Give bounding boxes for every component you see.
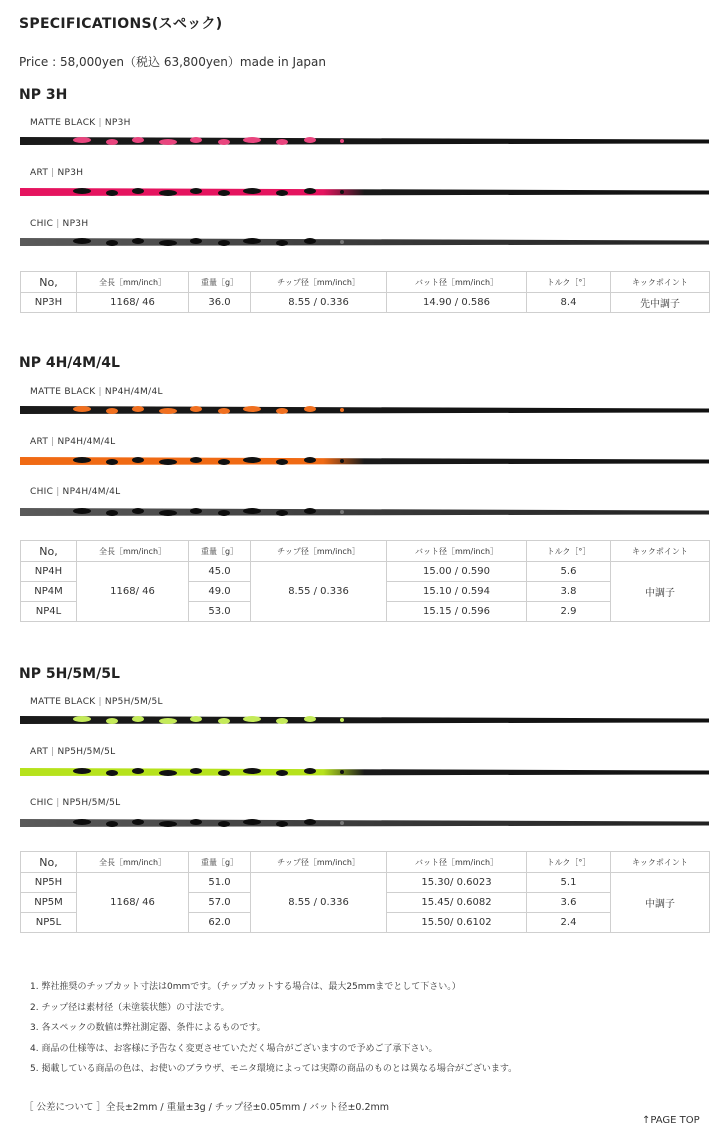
cell-weight: 51.0 (189, 873, 251, 893)
cell-length: 1168/ 46 (77, 293, 189, 313)
col-header-butt: バット径［mm/inch］ (387, 541, 527, 562)
shaft-pattern-mark (190, 768, 202, 774)
shaft-pattern-mark (73, 406, 91, 412)
shaft-body (20, 508, 709, 516)
cell-tip: 8.55 / 0.336 (251, 293, 387, 313)
price-text: Price : 58,000yen（税込 63,800yen）made in Japan (19, 55, 326, 69)
cell-no: NP5H (21, 873, 77, 893)
shaft-logo-mark (340, 240, 344, 244)
cell-butt: 15.50/ 0.6102 (387, 913, 527, 933)
shaft-image-art (20, 185, 709, 199)
col-header-butt: バット径［mm/inch］ (387, 852, 527, 873)
shaft-pattern-mark (132, 188, 144, 194)
cell-kick: 先中調子 (611, 293, 710, 313)
shaft-pattern-mark (132, 508, 144, 514)
note-item: 4. 商品の仕様等は、お客様に予告なく変更させていただく場合がございますので予めご了承下さい。 (30, 1043, 438, 1054)
cell-weight: 53.0 (189, 602, 251, 622)
cell-butt: 15.10 / 0.594 (387, 582, 527, 602)
shaft-pattern-mark (190, 457, 202, 463)
shaft-pattern-mark (73, 508, 91, 514)
note-item: 2. チップ径は素材径（未塗装状態）の寸法です。 (30, 1002, 230, 1013)
shaft-pattern-mark (159, 190, 177, 196)
shaft-logo-mark (340, 408, 344, 412)
shaft-pattern-mark (106, 139, 118, 145)
shaft-label: ART | NP5H/5M/5L (30, 747, 116, 757)
cell-weight: 62.0 (189, 913, 251, 933)
shaft-label: CHIC | NP5H/5M/5L (30, 798, 121, 808)
cell-weight: 49.0 (189, 582, 251, 602)
note-item: 3. 各スペックの数値は弊社測定器、条件によるものです。 (30, 1023, 266, 1033)
col-header-no: No, (21, 852, 77, 873)
shaft-pattern-mark (73, 188, 91, 194)
table-row (21, 873, 710, 893)
shaft-pattern-mark (132, 819, 144, 825)
shaft-pattern-mark (276, 139, 288, 145)
shaft-pattern-mark (276, 459, 288, 465)
col-header-tip: チップ径［mm/inch］ (251, 852, 387, 873)
shaft-pattern-mark (106, 510, 118, 516)
shaft-pattern-mark (106, 408, 118, 414)
cell-torque: 3.8 (527, 582, 611, 602)
shaft-pattern-mark (190, 406, 202, 412)
col-header-tip: チップ径［mm/inch］ (251, 541, 387, 562)
shaft-pattern-mark (276, 821, 288, 827)
shaft-pattern-mark (243, 819, 261, 825)
shaft-pattern-mark (243, 406, 261, 412)
shaft-pattern-mark (276, 240, 288, 246)
shaft-logo-mark (340, 459, 344, 463)
shaft-pattern-mark (73, 819, 91, 825)
table-row (21, 293, 710, 313)
shaft-label: ART | NP3H (30, 168, 84, 178)
shaft-pattern-mark (304, 188, 316, 194)
shaft-pattern-mark (243, 137, 261, 143)
shaft-pattern-mark (243, 768, 261, 774)
shaft-pattern-mark (132, 238, 144, 244)
shaft-pattern-mark (276, 718, 288, 724)
shaft-pattern-mark (159, 510, 177, 516)
shaft-label: CHIC | NP3H (30, 219, 89, 229)
shaft-body (20, 188, 709, 196)
shaft-pattern-mark (243, 508, 261, 514)
shaft-pattern-mark (106, 190, 118, 196)
shaft-pattern-mark (73, 716, 91, 722)
shaft-pattern-mark (218, 139, 230, 145)
shaft-pattern-mark (276, 408, 288, 414)
col-header-butt: バット径［mm/inch］ (387, 272, 527, 293)
note-item: 5. 掲載している商品の色は、お使いのブラウザ、モニタ環境によっては実際の商品のものとは異なる場合がございます。 (30, 1064, 518, 1074)
shaft-pattern-mark (190, 508, 202, 514)
cell-no: NP5M (21, 893, 77, 913)
col-header-weight: 重量［g］ (189, 852, 251, 873)
shaft-pattern-mark (243, 238, 261, 244)
section-title-np5: NP 5H/5M/5L (19, 666, 120, 682)
shaft-body (20, 819, 709, 827)
shaft-pattern-mark (159, 139, 177, 145)
shaft-image-art (20, 454, 709, 468)
shaft-logo-mark (340, 510, 344, 514)
shaft-image-matte (20, 713, 709, 727)
col-header-no: No, (21, 541, 77, 562)
shaft-body (20, 137, 709, 145)
col-header-length: 全長［mm/inch］ (77, 852, 189, 873)
shaft-pattern-mark (218, 718, 230, 724)
shaft-pattern-mark (243, 188, 261, 194)
shaft-pattern-mark (218, 408, 230, 414)
col-header-torque: トルク［°］ (527, 272, 611, 293)
shaft-body (20, 716, 709, 724)
shaft-body (20, 768, 709, 776)
tolerance-text: ［ 公差について ］全長±2mm / 重量±3g / チップ径±0.05mm / バット径±0.2mm (24, 1102, 390, 1113)
shaft-body (20, 238, 709, 246)
shaft-pattern-mark (218, 190, 230, 196)
shaft-pattern-mark (304, 819, 316, 825)
shaft-pattern-mark (190, 238, 202, 244)
shaft-pattern-mark (106, 459, 118, 465)
shaft-pattern-mark (159, 821, 177, 827)
cell-butt: 15.15 / 0.596 (387, 602, 527, 622)
shaft-logo-mark (340, 139, 344, 143)
cell-butt: 15.00 / 0.590 (387, 562, 527, 582)
shaft-image-matte (20, 403, 709, 417)
shaft-pattern-mark (132, 716, 144, 722)
cell-tip: 8.55 / 0.336 (251, 873, 387, 933)
cell-no: NP4H (21, 562, 77, 582)
cell-butt: 15.30/ 0.6023 (387, 873, 527, 893)
shaft-pattern-mark (190, 137, 202, 143)
shaft-pattern-mark (304, 768, 316, 774)
cell-butt: 14.90 / 0.586 (387, 293, 527, 313)
shaft-logo-mark (340, 821, 344, 825)
shaft-label: ART | NP4H/4M/4L (30, 437, 116, 447)
notes-list (30, 979, 517, 1082)
cell-torque: 2.4 (527, 913, 611, 933)
shaft-pattern-mark (276, 770, 288, 776)
shaft-pattern-mark (218, 510, 230, 516)
shaft-label: CHIC | NP4H/4M/4L (30, 487, 121, 497)
cell-weight: 45.0 (189, 562, 251, 582)
shaft-pattern-mark (106, 821, 118, 827)
col-header-torque: トルク［°］ (527, 852, 611, 873)
shaft-label: MATTE BLACK | NP4H/4M/4L (30, 387, 163, 397)
shaft-pattern-mark (243, 716, 261, 722)
page-title: SPECIFICATIONS(スペック) (19, 16, 223, 32)
cell-weight: 36.0 (189, 293, 251, 313)
table-row (21, 562, 710, 582)
shaft-pattern-mark (73, 457, 91, 463)
page-top-link[interactable]: ↑PAGE TOP (642, 1115, 700, 1126)
shaft-pattern-mark (73, 768, 91, 774)
shaft-pattern-mark (159, 459, 177, 465)
cell-kick: 中調子 (611, 873, 710, 933)
shaft-logo-mark (340, 770, 344, 774)
shaft-pattern-mark (304, 406, 316, 412)
cell-no: NP4L (21, 602, 77, 622)
shaft-pattern-mark (190, 188, 202, 194)
note-item: 1. 弊社推奨のチップカット寸法は0mmです。（チップカットする場合は、最大25mmまでとして下さい。） (30, 982, 461, 992)
col-header-length: 全長［mm/inch］ (77, 272, 189, 293)
shaft-image-matte (20, 134, 709, 148)
shaft-pattern-mark (218, 459, 230, 465)
shaft-pattern-mark (243, 457, 261, 463)
shaft-pattern-mark (218, 821, 230, 827)
cell-no: NP5L (21, 913, 77, 933)
spec-table-np3h (20, 271, 710, 313)
shaft-pattern-mark (218, 770, 230, 776)
cell-torque: 3.6 (527, 893, 611, 913)
shaft-pattern-mark (132, 457, 144, 463)
shaft-logo-mark (340, 718, 344, 722)
shaft-pattern-mark (276, 510, 288, 516)
shaft-label: MATTE BLACK | NP5H/5M/5L (30, 697, 163, 707)
cell-no: NP4M (21, 582, 77, 602)
col-header-kick: キックポイント (611, 272, 710, 293)
shaft-pattern-mark (218, 240, 230, 246)
col-header-kick: キックポイント (611, 852, 710, 873)
col-header-weight: 重量［g］ (189, 541, 251, 562)
shaft-pattern-mark (106, 240, 118, 246)
shaft-pattern-mark (159, 408, 177, 414)
shaft-body (20, 457, 709, 465)
cell-torque: 5.1 (527, 873, 611, 893)
col-header-torque: トルク［°］ (527, 541, 611, 562)
col-header-weight: 重量［g］ (189, 272, 251, 293)
cell-torque: 5.6 (527, 562, 611, 582)
section-title-np3h: NP 3H (19, 87, 68, 103)
shaft-pattern-mark (159, 240, 177, 246)
cell-kick: 中調子 (611, 562, 710, 622)
cell-torque: 8.4 (527, 293, 611, 313)
shaft-pattern-mark (132, 768, 144, 774)
shaft-pattern-mark (106, 770, 118, 776)
shaft-pattern-mark (132, 406, 144, 412)
cell-weight: 57.0 (189, 893, 251, 913)
shaft-pattern-mark (304, 137, 316, 143)
cell-tip: 8.55 / 0.336 (251, 562, 387, 622)
shaft-pattern-mark (190, 819, 202, 825)
shaft-pattern-mark (159, 770, 177, 776)
spec-table-np4 (20, 540, 710, 622)
shaft-image-chic (20, 505, 709, 519)
shaft-logo-mark (340, 190, 344, 194)
cell-no: NP3H (21, 293, 77, 313)
cell-length: 1168/ 46 (77, 873, 189, 933)
shaft-pattern-mark (304, 508, 316, 514)
col-header-length: 全長［mm/inch］ (77, 541, 189, 562)
col-header-kick: キックポイント (611, 541, 710, 562)
shaft-pattern-mark (159, 718, 177, 724)
shaft-image-chic (20, 235, 709, 249)
shaft-pattern-mark (304, 238, 316, 244)
spec-table-np5 (20, 851, 710, 933)
shaft-body (20, 406, 709, 414)
shaft-pattern-mark (304, 716, 316, 722)
shaft-image-chic (20, 816, 709, 830)
shaft-pattern-mark (73, 137, 91, 143)
shaft-pattern-mark (73, 238, 91, 244)
shaft-image-art (20, 765, 709, 779)
cell-length: 1168/ 46 (77, 562, 189, 622)
shaft-pattern-mark (132, 137, 144, 143)
cell-torque: 2.9 (527, 602, 611, 622)
shaft-pattern-mark (190, 716, 202, 722)
shaft-label: MATTE BLACK | NP3H (30, 118, 131, 128)
cell-butt: 15.45/ 0.6082 (387, 893, 527, 913)
col-header-no: No, (21, 272, 77, 293)
shaft-pattern-mark (276, 190, 288, 196)
section-title-np4: NP 4H/4M/4L (19, 355, 120, 371)
shaft-pattern-mark (106, 718, 118, 724)
shaft-pattern-mark (304, 457, 316, 463)
col-header-tip: チップ径［mm/inch］ (251, 272, 387, 293)
